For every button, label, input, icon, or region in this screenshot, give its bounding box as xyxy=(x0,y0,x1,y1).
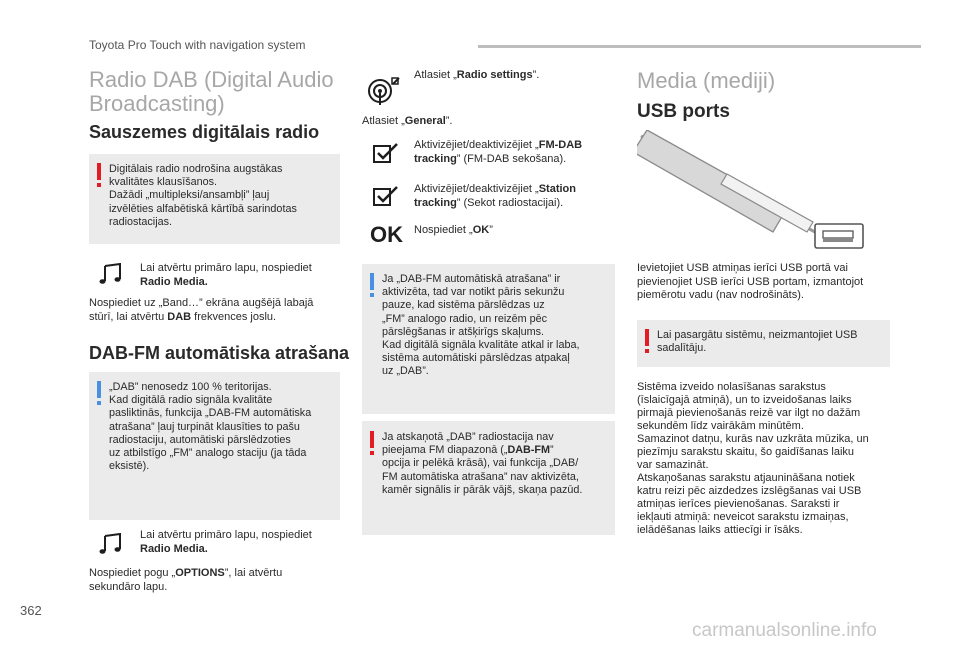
info-box-2 xyxy=(362,264,615,414)
subtitle-usb-port: USB ports xyxy=(637,101,730,122)
music-note-icon xyxy=(99,263,125,285)
info-icon xyxy=(97,381,101,398)
info-text-1: „DAB” nenosedz 100 % teritorijas. Kad digitālā radio signāla kvalitāte pasliktinās, funkcija „DAB-FM automātiska atrašana” ļauj turpināt klausīties to pašu radiostaciju, automātiski pārslēdzoties uz atbilstīgo „FM” analogo staciju (ja tāda eksistē). xyxy=(109,381,312,473)
section-title-line-1: Radio DAB (Digital Audio xyxy=(89,67,334,92)
warning-box-3 xyxy=(637,320,890,367)
warning-icon xyxy=(645,329,649,346)
subtitle-terrestrial: Sauszemes digitālais radio xyxy=(89,122,320,142)
instruction-general: Atlasiet „General”. xyxy=(362,115,453,127)
warning-icon xyxy=(97,163,101,180)
instruction-radio-settings: Atlasiet „Radio settings”. xyxy=(414,69,540,81)
options-instruction: Nospiediet pogu „OPTIONS”, lai atvērtu sekundāro lapu. xyxy=(89,567,283,593)
info-text-2: Ja „DAB-FM automātiskā atrašana” ir aktivizēta, tad var notikt pāris sekunžu pauze, kad sistēma pārslēdzas uz „FM” analogo radio, un reizēm pēc pārslēgšanas ir atšķirīgs skaļums. Kad digitālā signāla kvalitāte atkal ir laba, sistēma automātiski pārslēdzas atpakaļ uz „DAB”. xyxy=(382,273,580,378)
checkbox-icon xyxy=(373,142,399,164)
watermark: carmanualsonline.info xyxy=(692,620,877,641)
music-note-icon xyxy=(99,533,125,555)
band-instruction: Nospiediet uz „Band…” ekrāna augšējā labajā stūrī, lai atvērtu DAB frekvences joslu. xyxy=(89,297,314,323)
warning-text-1: Digitālais radio nodrošina augstākas kvalitātes klausīšanos. Dažādi „multipleksi/ansambļi” ļauj izvēlēties alfabētiskā kārtībā sarindotas radiostacijas. xyxy=(109,163,297,228)
radio-settings-icon xyxy=(367,74,401,106)
warning-icon xyxy=(370,431,374,448)
section-title-line-2: Broadcasting) xyxy=(89,91,225,116)
section-title-media: Media (mediji) xyxy=(637,68,776,93)
warning-text-2: Ja atskaņotā „DAB” radiostacija nav pieejama FM diapazonā („DAB-FM” opcija ir pelēkā krāsā), vai funkcija „DAB/ FM automātiska atrašana” nav aktivizēta, kamēr signālis ir pārāk vājš, skaņa pazūd. xyxy=(382,431,583,496)
usb-instruction: Ievietojiet USB atmiņas ierīci USB portā vai pievienojiet USB ierīci USB portam, izmantojot piemērotu vadu (nav nodrošināts). xyxy=(637,262,864,301)
instruction-fm-dab-tracking: Aktivizējiet/deaktivizējiet „FM-DAB tracking” (FM-DAB sekošana). xyxy=(414,139,583,165)
instruction-radio-media-2: Lai atvērtu primāro lapu, nospiediet Radio Media. xyxy=(140,529,312,555)
instruction-radio-media-1: Lai atvērtu primāro lapu, nospiediet Radio Media. xyxy=(140,262,312,288)
running-header: Toyota Pro Touch with navigation system xyxy=(89,38,306,52)
instruction-station-tracking: Aktivizējiet/deaktivizējiet „Station tracking” (Sekot radiostacijai). xyxy=(414,183,576,209)
header-rule xyxy=(478,45,921,48)
playlist-info: Sistēma izveido nolasīšanas sarakstus (īslaicīgajā atmiņā), un to izveidošanas laiks pirmajā pievienošanās reizē var ilgt no dažām sekundēm līdz vairākām minūtēm. Samazinot datņu, kurās nav uzkrāta mūzika, un piezīmju sarakstu skaitu, šo gaidīšanas laiku var samazināt. Atskaņošanas sarakstu atjaunināšana notiek katru reizi pēc aizdedzes izslēgšanas vai USB atmiņas ierīces pievienošanas. Saraksti ir iekļauti atmiņā: neveicot sarakstu izmaiņas, ielādēšanas laiks attiecīgi ir īsāks. xyxy=(637,381,869,536)
info-icon xyxy=(370,273,374,290)
usb-plug-icon xyxy=(637,130,867,252)
ok-icon: OK xyxy=(370,222,403,247)
warning-text-3: Lai pasargātu sistēmu, neizmantojiet USB sadalītāju. xyxy=(657,329,858,355)
checkbox-icon xyxy=(373,185,399,207)
instruction-ok: Nospiediet „OK” xyxy=(414,224,493,236)
warning-box-1 xyxy=(89,154,340,244)
warning-box-2 xyxy=(362,421,615,535)
page-number: 362 xyxy=(20,603,42,618)
section-title-dab xyxy=(89,68,334,116)
info-box-1 xyxy=(89,372,340,520)
subtitle-dab-fm: DAB-FM automātiska atrašana xyxy=(89,343,350,363)
